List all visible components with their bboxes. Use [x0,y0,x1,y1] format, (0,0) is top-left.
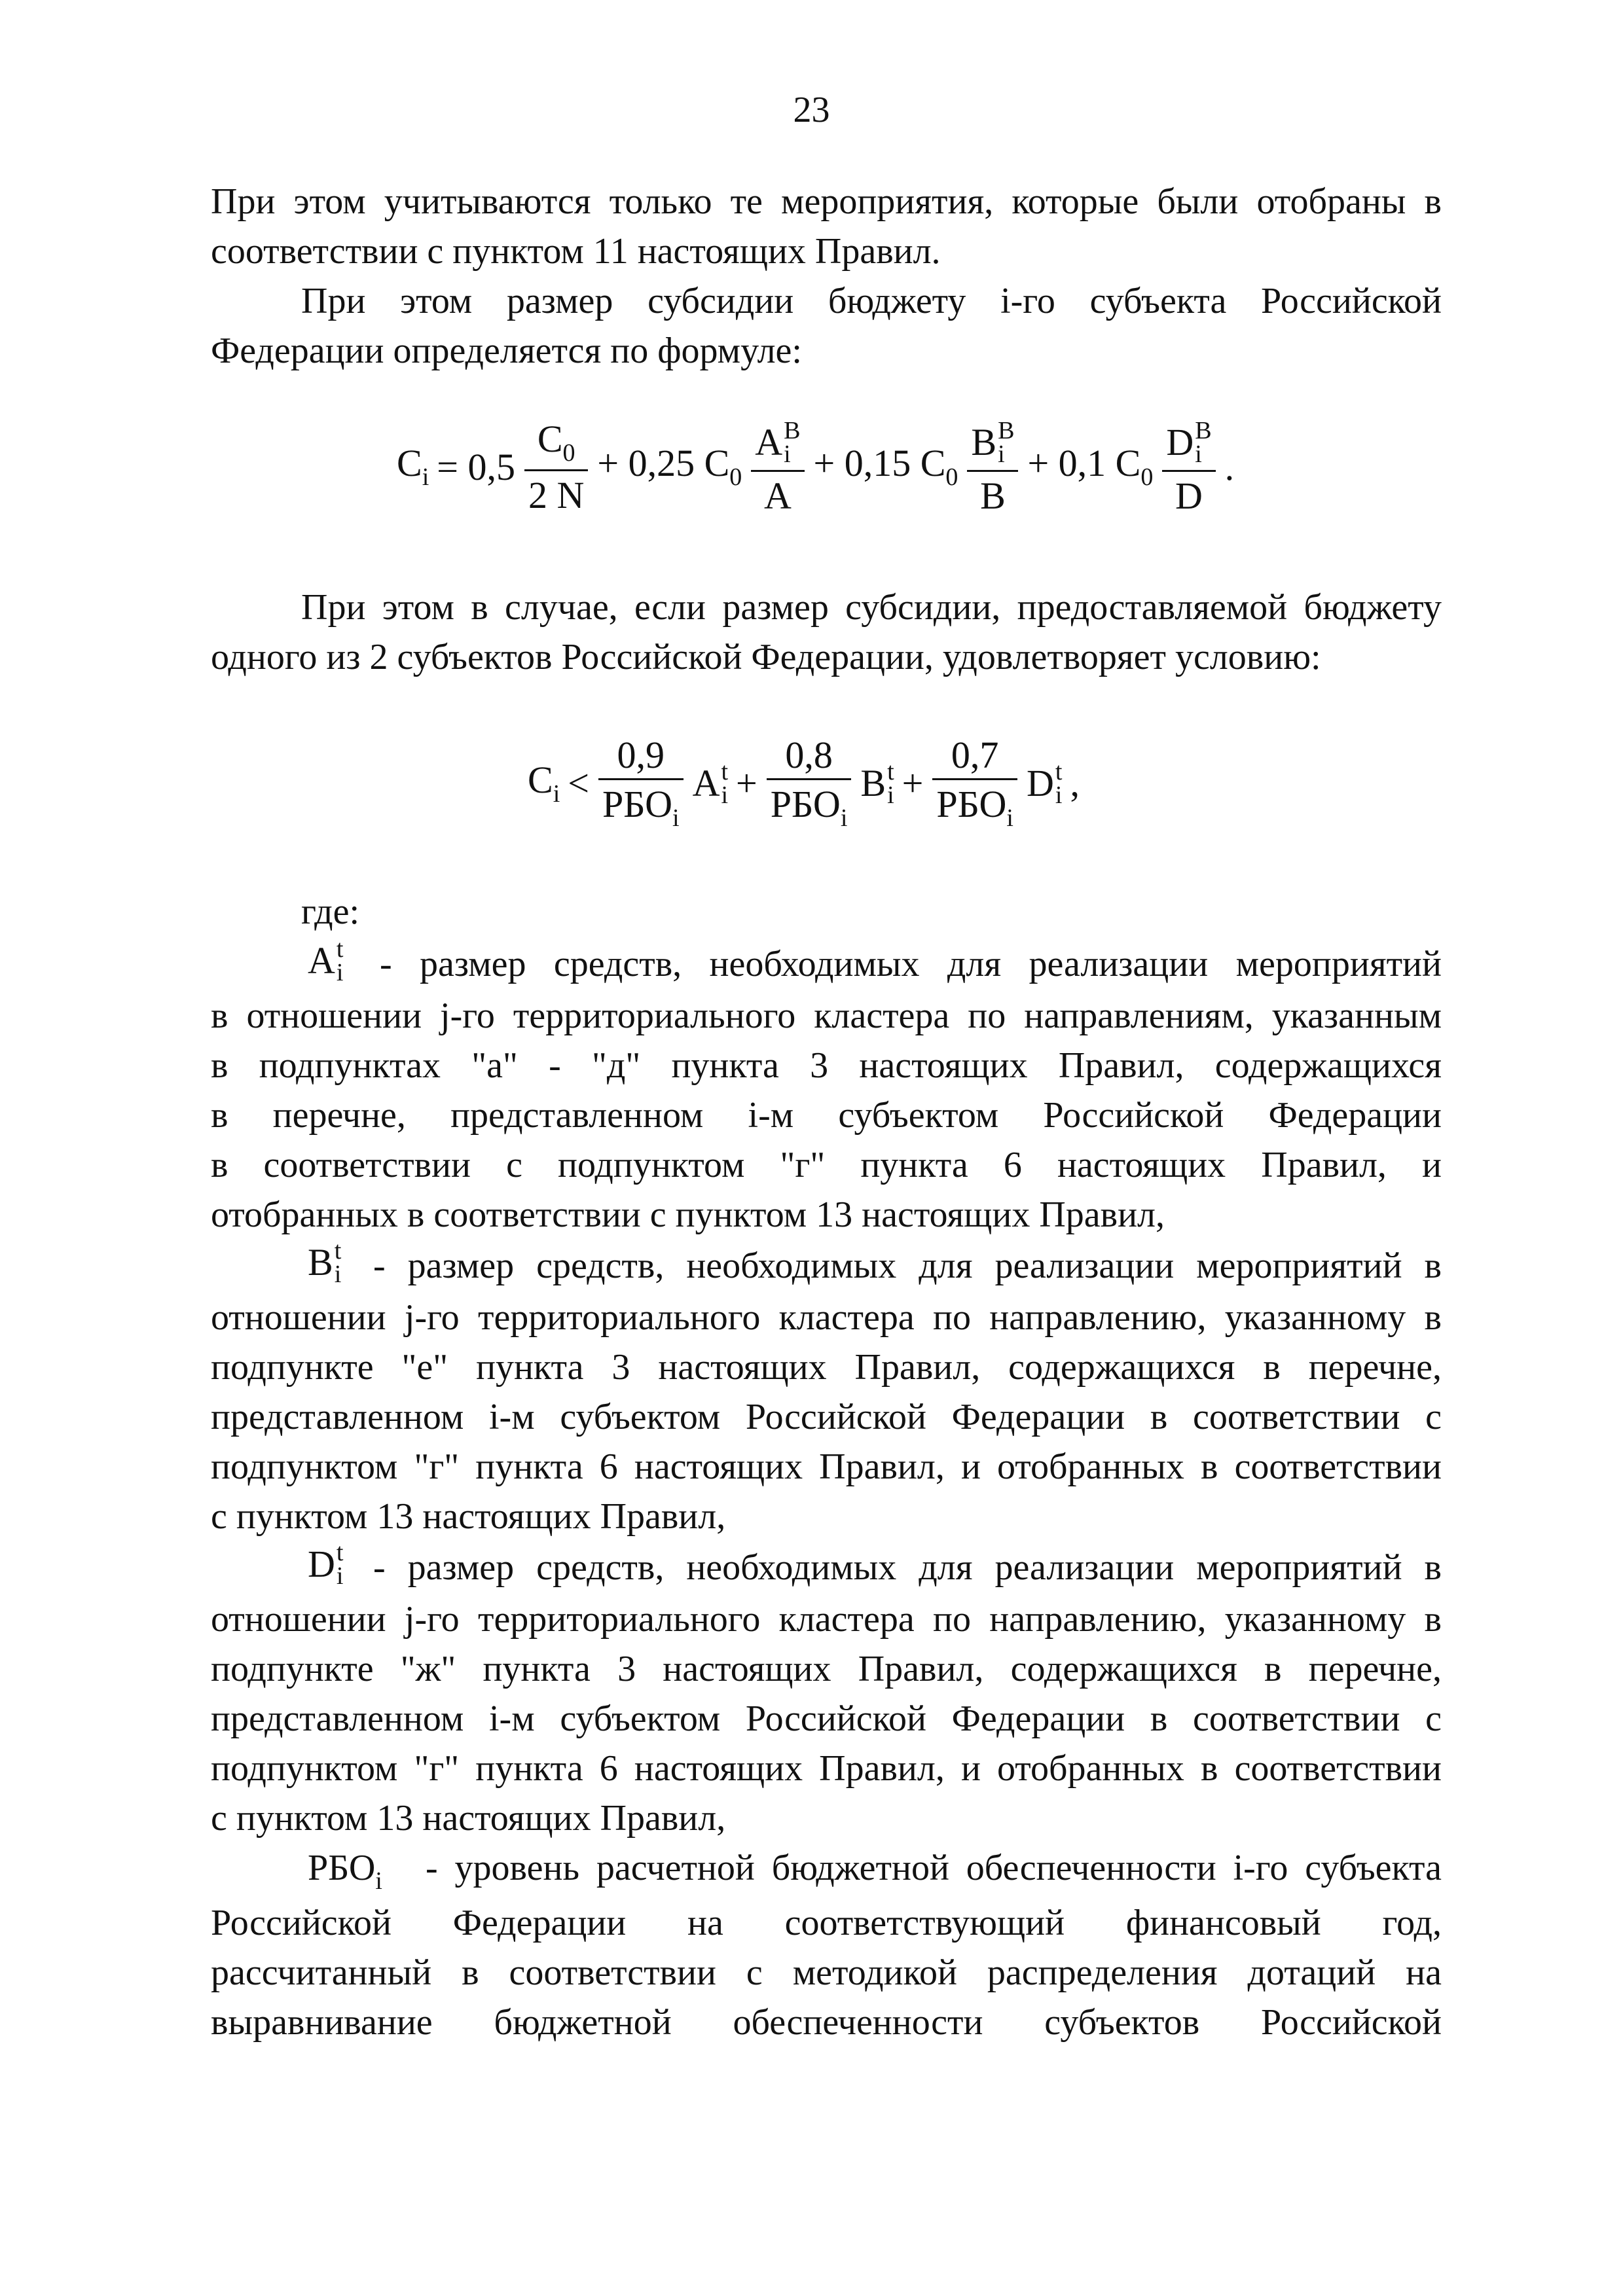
formula-term: A t i [692,757,729,809]
paragraph-line: в соответствии с подпунктом "г" пункта 6 настоящих Правил, и [211,1145,1442,1185]
paragraph-line: При этом учитываются только те мероприятия, которые были отобраны в [211,181,1442,222]
subsidy-formula [393,417,1238,518]
paragraph-line: одного из 2 субъектов Российской Федерации, удовлетворяет условию: [211,637,1321,677]
paragraph-line: отобранных в соответствии с пунктом 13 настоящих Правил, [211,1194,1165,1235]
paragraph-line: в подпунктах "а" - "д" пункта 3 настоящих Правил, содержащихся [211,1045,1442,1086]
where-label: где: [301,891,360,932]
definition-symbol-RBO: $РБО_i$ [308,1848,382,1895]
formula-term: + [902,762,924,804]
formula-term: + 0,1 $C_0$ [1027,442,1154,492]
formula-term: , [1070,762,1080,804]
formula-term: < [568,762,589,804]
paragraph-line: - размер средств, необходимых для реализации мероприятий в [373,1246,1442,1286]
formula-term: $C_i$ [528,758,560,808]
formula-term: B t i [860,757,894,809]
paragraph-line: в перечне, представленном i-м субъектом Российской Федерации [211,1095,1442,1136]
paragraph-line: с пунктом 13 настоящих Правил, [211,1496,726,1537]
definition-symbol-A: A t i [308,935,344,987]
paragraph-line: выравнивание бюджетной обеспеченности субъектов Российской [211,2002,1442,2043]
formula-fraction: $\frac{0,9}{РБО_i}$ [598,736,684,831]
paragraph-line: подпункте "ж" пункта 3 настоящих Правил, содержащихся в перечне, [211,1649,1442,1689]
definition-symbol-B: B t i [308,1237,342,1289]
formula-fraction: $\frac{0,7}{РБО_i}$ [932,736,1017,831]
formula-fraction: $\frac{0,8}{РБО_i}$ [767,736,852,831]
formula-fraction: A B i A [751,419,804,515]
condition-formula [524,736,1084,831]
paragraph-line: отношении j-го территориального кластера по направлению, указанному в [211,1599,1442,1640]
paragraph-line: отношении j-го территориального кластера по направлению, указанному в [211,1297,1442,1338]
paragraph-line: соответствии с пунктом 11 настоящих Правил. [211,231,941,272]
formula-term: + 0,15 $C_0$ [813,442,958,492]
paragraph-line: При этом размер субсидии бюджету i-го субъекта Российской [301,281,1442,321]
paragraph-line: с пунктом 13 настоящих Правил, [211,1798,726,1839]
paragraph-line: подпунктом "г" пункта 6 настоящих Правил, и отобранных в соответствии [211,1446,1442,1487]
paragraph-line: При этом в случае, если размер субсидии, предоставляемой бюджету [301,587,1442,628]
paragraph-line: представленном i-м субъектом Российской Федерации в соответствии с [211,1698,1442,1739]
paragraph-line: рассчитанный в соответствии с методикой распределения дотаций на [211,1952,1442,1993]
paragraph-line: - уровень расчетной бюджетной обеспеченности i-го субъекта [426,1848,1442,1888]
page-number: 23 [793,90,830,130]
paragraph-line: подпункте "е" пункта 3 настоящих Правил, содержащихся в перечне, [211,1347,1442,1388]
paragraph-line: Российской Федерации на соответствующий финансовый год, [211,1903,1442,1943]
formula-term: . [1224,445,1235,488]
formula-term: D t i [1026,757,1063,809]
paragraph-line: - размер средств, необходимых для реализации мероприятий [380,944,1442,984]
formula-fraction: D B i D [1162,419,1215,515]
formula-term: + [736,762,757,804]
formula-fraction: B B i B [967,419,1018,515]
formula-term: = 0,5 [437,445,515,488]
definition-symbol-D: D t i [308,1539,344,1590]
formula-fraction: $\frac{C_0}{2 N}$ [524,420,588,514]
formula-term: $C_i$ [397,442,429,492]
formula-term: + 0,25 $C_0$ [597,442,742,492]
paragraph-line: подпунктом "г" пункта 6 настоящих Правил, и отобранных в соответствии [211,1748,1442,1789]
paragraph-line: - размер средств, необходимых для реализации мероприятий в [373,1547,1442,1588]
paragraph-line: представленном i-м субъектом Российской Федерации в соответствии с [211,1397,1442,1437]
paragraph-line: Федерации определяется по формуле: [211,331,802,371]
paragraph-line: в отношении j-го территориального кластера по направлениям, указанным [211,996,1442,1036]
